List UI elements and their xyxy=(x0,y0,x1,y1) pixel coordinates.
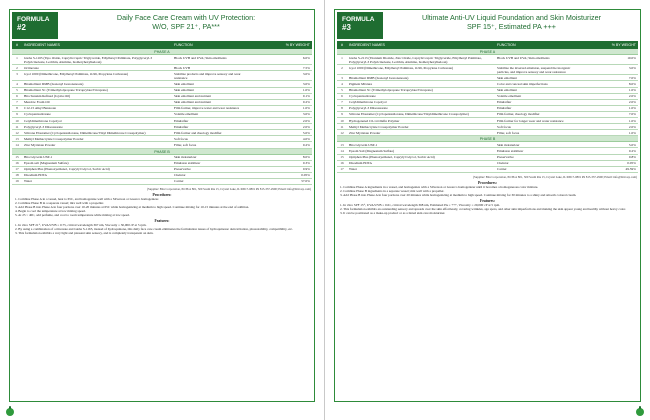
ingredient-weight: 1.0% xyxy=(302,106,310,111)
features-title: Features: xyxy=(480,198,495,203)
ingredient-name: Glebe S-1165 (Tipo Oxide, Caprylic/capric Triglyceride, Ethylhexyl Palmitate, Polyglyceryl-3 Polyricinoleate, Lecithin, Alumina, Isotheryhexylkeloan) xyxy=(24,55,153,64)
ingredient-weight: 1.0% xyxy=(628,130,636,135)
table-row xyxy=(12,179,312,185)
table-row xyxy=(337,65,638,75)
row-number: 1 xyxy=(16,55,18,60)
ingredient-name: Silicone Elastomer (Cyclopentasiloxane, Dimethicone/Vinyldimethicone Crosspolymer) xyxy=(349,112,469,117)
formula-title xyxy=(62,13,310,31)
ingredient-weight: 7.5% xyxy=(302,65,310,70)
ingredient-function: Chelator xyxy=(497,161,509,166)
ingredient-name: Polyglyceryl-3 Diisostearate xyxy=(24,124,63,129)
title-line-2: SPF 15⁺, Estimated PA +++ xyxy=(467,22,556,31)
list-item: 3. This formulation exhibits a very light and pleasant skin sensory, and is completely transparent on skin. xyxy=(15,230,154,235)
ingredient-weight: 8.0% xyxy=(628,81,636,86)
ingredient-function: Skin emollient xyxy=(497,88,517,93)
ingredient-name: Polyglyceryl-3 Diisostearate xyxy=(349,106,388,111)
col-num: # xyxy=(341,43,343,47)
table-row xyxy=(337,55,638,65)
row-number: 2 xyxy=(16,65,18,70)
ingredient-function: Filler, soft focus xyxy=(174,142,197,147)
ingredient-function: Filler, soft focus xyxy=(497,130,520,135)
ingredient-function: Stabilize products and improve sensory and wear resistance xyxy=(174,71,241,80)
table-header xyxy=(337,41,638,49)
ingredient-function: Volatile emollient xyxy=(497,94,522,99)
formula-header xyxy=(10,10,314,41)
formula-label: FORMULA xyxy=(342,16,375,23)
ingredient-function: Emulsifier xyxy=(497,100,512,105)
phase-b-rows xyxy=(10,155,314,185)
green-apple-icon xyxy=(6,408,14,416)
list-item: 1. Combine Phase A ingredients in a vessel, and homogenize with a Silverson or Greerco homogenizer until it becomes a homogeneous color mixture. xyxy=(340,184,539,189)
row-number: 4 xyxy=(16,81,18,86)
green-apple-icon xyxy=(636,408,644,416)
ingredient-name: Cyclopentasiloxane xyxy=(349,94,376,99)
row-number: 7 xyxy=(16,100,18,105)
ingredient-name: Meadow Foam Oil xyxy=(24,100,50,105)
ingredient-function: Preservative xyxy=(497,155,514,159)
ingredient-weight: 2.0% xyxy=(302,118,310,123)
formula-number: #2 xyxy=(17,23,26,32)
ingredient-function: Emulsifier xyxy=(174,118,189,123)
ingredient-name: Optiphen Plus (Phenoxyethanol, Caprylyl Glycol, Sorbic Acid) xyxy=(349,155,435,159)
ingredient-name: Bitamollient DMB (Isononyl Isononanoate) xyxy=(349,75,409,80)
row-number: 12 xyxy=(15,130,19,135)
row-number: 2 xyxy=(341,65,343,70)
procedures-list xyxy=(15,197,311,217)
table-row xyxy=(12,55,312,65)
ingredient-function: Volatile emollient xyxy=(174,112,199,117)
list-item: 2. This formulation exhibits an outstanding sensory and spreads over the skin effortlessly, covering wrinkles, age spots, and other skin imperfections and making the skin appear young and healthy without heavy color. xyxy=(340,206,626,211)
ingredient-function: Skin moisturizer xyxy=(174,155,197,159)
ingredient-weight: 0.05% xyxy=(627,161,636,166)
ingredient-function: Block UVB and UVA; Skin emollients xyxy=(174,55,227,60)
phase-b-header: PHASE B xyxy=(12,149,312,155)
ingredient-name: Zinc Myristate Powder xyxy=(24,142,56,147)
ingredient-function: Emulsifier xyxy=(497,106,512,111)
ingredient-function: Film former, rheology modifier xyxy=(497,112,540,117)
list-item: 3. Add Phase B into Phase A in four portions over 20 minutes while homogenizing at medium to high speed. Continue mixing for 30 minutes to a shiny and smooth colored cream. xyxy=(340,192,577,197)
list-item: 3. Add Phase B into Phase A in four portions over 10-20 minutes at 65C while homogenizing at medium to high speed. Continue mixing for 10-15 minutes at the end of addition. xyxy=(15,204,250,209)
ingredient-function: Block UVB xyxy=(174,65,191,70)
ingredient-function: Emulsifier xyxy=(174,124,189,129)
ingredient-function: Skin emollient xyxy=(174,88,194,93)
ingredient-weight: 3.0% xyxy=(628,65,636,70)
row-number: 9 xyxy=(341,112,343,117)
row-number: 17 xyxy=(15,167,19,172)
col-num: # xyxy=(16,43,18,47)
ingredient-weight: 2.0% xyxy=(628,124,636,129)
row-number: 10 xyxy=(15,118,19,123)
ingredient-weight: 0.2% xyxy=(302,142,310,147)
row-number: 10 xyxy=(340,118,344,123)
row-number: 16 xyxy=(15,161,19,166)
ingredient-function: Carrier xyxy=(497,167,507,172)
table-row xyxy=(12,71,312,81)
row-number: 19 xyxy=(15,179,19,184)
row-number: 9 xyxy=(16,112,18,117)
col-weight: % BY WEIGHT xyxy=(611,43,636,47)
ingredient-function: Color and conceal skin imperfections xyxy=(497,81,548,86)
ingredient-function: Film former and rheology modifier xyxy=(174,130,222,135)
right-page xyxy=(325,0,650,420)
row-number: 8 xyxy=(341,106,343,111)
ingredient-name: Disodium EDTA xyxy=(349,161,372,166)
col-ingredient: INGREDIENT NAMES xyxy=(349,43,385,47)
ingredient-name: C12-15 Alkyl Benzoate xyxy=(24,106,57,111)
row-number: 11 xyxy=(340,124,344,129)
ingredient-weight: 5.0% xyxy=(628,142,636,147)
row-number: 3 xyxy=(341,75,343,80)
features-list xyxy=(15,223,311,235)
ingredient-weight: 3.0% xyxy=(302,81,310,86)
formula-badge xyxy=(12,12,58,39)
ingredient-name: Gyol 1000 (Dimethicone, Ethylhexyl Palmitate, O-96, Propylene Carbonate) xyxy=(24,71,129,76)
ingredient-weight: 7.0% xyxy=(628,75,636,80)
ingredient-weight: 0.2% xyxy=(628,148,636,153)
ingredient-name: Bita Glycerin USP-1 xyxy=(24,155,53,159)
ingredient-name: Bita Sunskin Refined (Jojoba Oil) xyxy=(24,94,71,99)
row-number: 18 xyxy=(15,173,19,178)
ingredient-name: Cyclopentasiloxane xyxy=(24,112,51,117)
ingredient-weight: 49.59% xyxy=(625,167,636,172)
row-number: 15 xyxy=(340,155,344,159)
formula-number: #3 xyxy=(342,23,351,32)
features-title: Features: xyxy=(154,218,170,223)
row-number: 6 xyxy=(341,94,343,99)
list-item: 4. Begin to cool the temperature at low mixing speed. xyxy=(15,208,86,213)
ingredient-weight: 0.05% xyxy=(301,173,310,178)
ingredient-name: Zinc Myristate Powder xyxy=(349,130,381,135)
ingredient-name: Epsom Salt (Magnesium Sulfate) xyxy=(349,148,395,153)
ingredient-name: Bitamollient DMB (Isononyl Isononanoate) xyxy=(24,81,84,86)
ingredient-function: Skin emollient and nutrient xyxy=(174,94,212,99)
title-line-1: Daily Face Care Cream with UV Protection: xyxy=(116,13,256,22)
phase-a-header: PHASE A xyxy=(337,49,638,55)
row-number: 11 xyxy=(15,124,19,129)
list-item: 1. In vitro SPF 15⁺, UVA/UVB = 0.61, critical wavelength 368 nm, Estimated PA = +++, Viscosity = 20,000 cP at 5 rpm. xyxy=(340,202,500,207)
ingredient-weight: 1.0% xyxy=(628,88,636,93)
col-ingredient: INGREDIENT NAMES xyxy=(24,43,60,47)
ingredient-function: Film former, improve water and wear resistance xyxy=(174,106,240,111)
ingredient-function: Emulsion stabilizer xyxy=(497,148,524,153)
ingredient-weight: 3.0% xyxy=(302,71,310,76)
ingredient-name: Cetyldimethicone Copolyol xyxy=(24,118,62,123)
ingredient-name: Bitamollient 3C (Trimethylolpropane Tricaprylate/Tricaprate) xyxy=(349,88,433,93)
ingredient-name: Cetyldimethicone Copolyol xyxy=(349,100,387,105)
formula-label: FORMULA xyxy=(17,16,50,23)
title-line-1: Ultimate Anti-UV Liquid Foundation and Skin Moisturizer xyxy=(422,13,601,22)
ingredient-function: Stabilize the inverted emulsion, suspend the inorganic particles, and improve sensory and wear resistance xyxy=(497,65,571,74)
procedures-list xyxy=(340,185,637,197)
ingredient-name: Methyl Methacrylate Crosspolymer Powder xyxy=(24,136,84,141)
ingredient-name: Epsom salt (Magnesium Sulfate) xyxy=(24,161,69,166)
row-number: 8 xyxy=(16,106,18,111)
row-number: 16 xyxy=(340,161,344,166)
ingredient-name: Optiphen Plus (Phenoxyethanol, Caprylyl Glycol, Sorbic Acid) xyxy=(24,167,110,172)
row-number: 13 xyxy=(15,136,19,141)
list-item: 2. Combine Phase B ingredients in a separate vessel; mix well with a propeller. xyxy=(340,188,445,193)
phase-a-rows xyxy=(10,55,314,149)
row-number: 14 xyxy=(340,148,344,153)
ingredient-name: Hydrogenated C6-14 Olefin Polymer xyxy=(349,118,400,123)
list-item: 1. Combine Phase A in a vessel, heat to 65C, and homogenize well with a Silverson or Greerco homogenizer. xyxy=(15,196,159,201)
col-weight: % BY WEIGHT xyxy=(285,43,310,47)
row-number: 14 xyxy=(15,142,19,147)
ingredient-weight: 57.0% xyxy=(301,179,310,184)
procedures-title: Procedures: xyxy=(478,180,497,185)
ingredient-weight: 0.9% xyxy=(302,167,310,172)
ingredient-function: Emulsion stabilizer xyxy=(174,161,201,166)
ingredient-weight: 1.0% xyxy=(628,118,636,123)
row-number: 3 xyxy=(16,71,18,76)
ingredient-name: Glebe S-2113 (Titanium Dioxide, Zinc Oxide, Caprylic/capric Triglyceride, Ethylhexyl Palmitate, Polyglyceryl-3 Polyricinoleate, Lecithin, Alumina, Isotheryhexylkeloan) xyxy=(349,55,482,64)
formula-2-panel xyxy=(9,9,315,402)
formula-title xyxy=(387,13,636,31)
table-row xyxy=(337,167,638,173)
col-function: FUNCTION xyxy=(174,43,193,47)
ingredient-function: Preservative xyxy=(174,167,191,172)
phase-a-rows xyxy=(335,55,640,136)
ingredient-weight: 5.0% xyxy=(302,130,310,135)
procedures-title: Procedures: xyxy=(152,192,172,197)
ingredient-weight: 7.0% xyxy=(628,112,636,117)
ingredient-name: Disodium EDTA xyxy=(24,173,47,178)
ingredient-function: Skin moisturizer xyxy=(497,142,520,147)
supplier-note: (Supplier: Bita Corporation, PO Box 801, 500 South Rte 15, Crystal Lake, IL 60017-0801 Ph 815-337-2900; Email: info@biticorp.com) xyxy=(147,186,311,191)
ingredient-weight: 1.0% xyxy=(628,106,636,111)
row-number: 13 xyxy=(340,142,344,147)
features-list xyxy=(340,203,637,215)
col-function: FUNCTION xyxy=(497,43,516,47)
ingredient-function: Soft focus xyxy=(174,136,188,141)
row-number: 17 xyxy=(340,167,344,172)
ingredient-weight: 1.0% xyxy=(302,88,310,93)
row-number: 5 xyxy=(341,88,343,93)
ingredient-weight: 0.8% xyxy=(628,155,636,159)
phase-b-rows xyxy=(335,142,640,172)
ingredient-weight: 8.0% xyxy=(302,155,310,159)
ingredient-weight: 4.0% xyxy=(302,136,310,141)
ingredient-weight: 0.1% xyxy=(302,94,310,99)
ingredient-name: Gyol 1000 (Dimethicone, Ethylhexyl Palmitate, O-96, Propylene Carbonate) xyxy=(349,65,454,70)
ingredient-function: Carrier xyxy=(174,179,184,184)
ingredient-name: Water xyxy=(24,179,33,184)
supplier-note: (Supplier: Bita Corporation, PO Box 801, 500 South Rte 15, Crystal Lake, IL 60017-0801 Ph 815-337-2900; Email: info@biticorp.com) xyxy=(473,174,637,179)
ingredient-name: Water xyxy=(349,167,358,172)
table-header xyxy=(12,41,312,49)
formula-header xyxy=(335,10,640,41)
ingredient-weight: 2.0% xyxy=(628,94,636,99)
ingredient-name: Silicone Elastomer (Cyclopentasiloxane, Dimethicone/Vinyl Dimethicone Crosspolymer) xyxy=(24,130,146,135)
ingredient-function: Skin emollient xyxy=(174,81,194,86)
list-item: 2. Combine Phase B in a separate vessel; mix well with a propeller. xyxy=(15,200,104,205)
phase-a-header: PHASE A xyxy=(12,49,312,55)
ingredient-function: Film former for longer wear and water resistance xyxy=(497,118,564,123)
ingredient-weight: 6.0% xyxy=(302,55,310,60)
ingredient-weight: 10.0% xyxy=(627,55,636,60)
list-item: 3. It can be positioned as a make-up product or as a tinted skin care moisturizer. xyxy=(340,210,446,215)
ingredient-weight: 0.2% xyxy=(302,100,310,105)
ingredient-name: Bita Glycerin USP-1 xyxy=(349,142,378,147)
row-number: 1 xyxy=(341,55,343,60)
ingredient-function: Soft focus xyxy=(497,124,511,129)
row-number: 15 xyxy=(15,155,19,159)
ingredient-name: Methyl Methacrylate Crosspolymer Powder xyxy=(349,124,409,129)
row-number: 12 xyxy=(340,130,344,135)
row-number: 7 xyxy=(341,100,343,105)
ingredient-weight: 2.0% xyxy=(628,100,636,105)
phase-b-header: PHASE B xyxy=(337,136,638,142)
ingredient-name: Bitamollient 3C (Trimethylolpropane Tricaprylate/Tricaprate) xyxy=(24,88,108,93)
ingredient-name: Octinoxate xyxy=(24,65,39,70)
title-line-2: W/O, SPF 21⁺, PA*** xyxy=(152,22,220,31)
ingredient-function: Skin emollient xyxy=(497,75,517,80)
ingredient-name: Pigment Mixture xyxy=(349,81,373,86)
list-item: 1. In vitro SPF 21⁺, UVA/UVB = 0.75, critical wavelength 367 nm, Viscosity = 30,000 cP at 5 rpm. xyxy=(15,222,147,227)
ingredient-weight: 3.0% xyxy=(302,112,310,117)
formula-3-panel xyxy=(334,9,641,402)
formula-badge xyxy=(337,12,383,39)
row-number: 6 xyxy=(16,94,18,99)
row-number: 4 xyxy=(341,81,343,86)
ingredient-weight: 0.3% xyxy=(302,161,310,166)
ingredient-function: Block UVB and UVA; Skin emollients xyxy=(497,55,550,60)
list-item: 5. At 25 ~ 40C, add perfume, and cool to room temperature while mixing at low speed. xyxy=(15,212,130,217)
ingredient-function: Skin emollient and nutrient xyxy=(174,100,212,105)
list-item: 2. By using a combination of octinoxate and Glebe S-1165, instead of hydroquinone, this daily face care cream eliminates the formulation issues of hydroquinone: skin irritation, photostability, compatibility, etc. xyxy=(15,226,293,231)
row-number: 5 xyxy=(16,88,18,93)
ingredient-function: Chelator xyxy=(174,173,186,178)
ingredient-weight: 2.0% xyxy=(302,124,310,129)
